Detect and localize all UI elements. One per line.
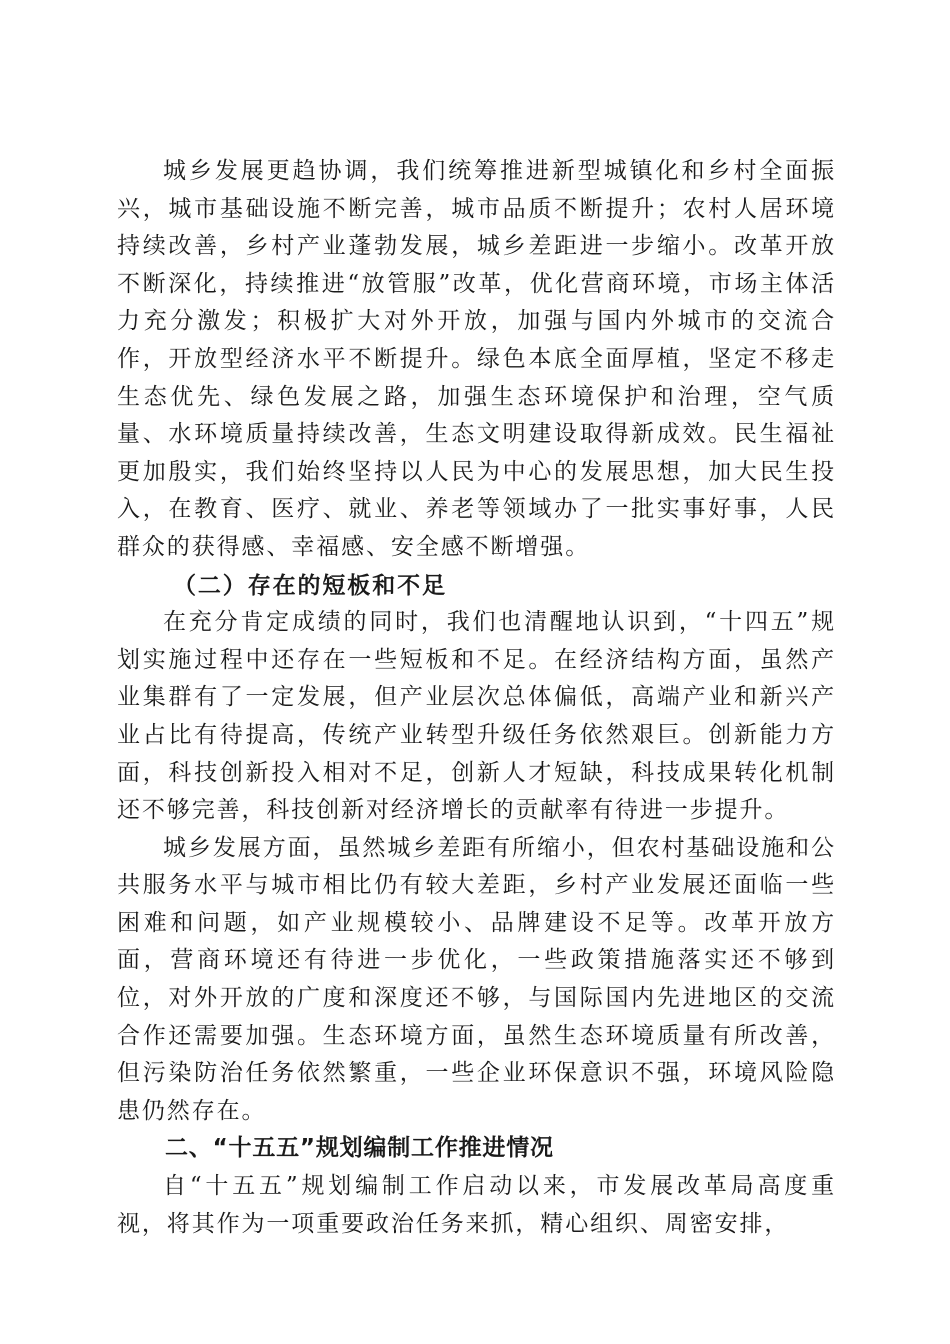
section-heading-plan-compilation: 二、“十五五”规划编制工作推进情况 [165, 1135, 554, 1162]
paragraph-shortcomings-urban-rural: 城乡发展方面，虽然城乡差距有所缩小，但农村基础设施和公共服务水平与城市相比仍有较大差距，乡村产业发展还面临一些困难和问题，如产业规模较小、品牌建设不足等。改革开放方面，营商环境还有待进一步优化，一些政策措施落实还不够到位，对外开放的广度和深度还不够，与国际国内先进地区的交流合作还需要加强。生态环境方面，虽然生态环境质量有所改善，但污染防治任务依然繁重，一些企业环保意识不强，环境风险隐患仍然存在。 [117, 834, 836, 1124]
paragraph-urban-rural-development: 城乡发展更趋协调，我们统筹推进新型城镇化和乡村全面振兴，城市基础设施不断完善，城市品质不断提升；农村人居环境持续改善，乡村产业蓬勃发展，城乡差距进一步缩小。改革开放不断深化，持续推进“放管服”改革，优化营商环境，市场主体活力充分激发；积极扩大对外开放，加强与国内外城市的交流合作，开放型经济水平不断提升。绿色本底全面厚植，坚定不移走生态优先、绿色发展之路，加强生态环境保护和治理，空气质量、水环境质量持续改善，生态文明建设取得新成效。民生福祉更加殷实，我们始终坚持以人民为中心的发展思想，加大民生投入，在教育、医疗、就业、养老等领域办了一批实事好事，人民群众的获得感、幸福感、安全感不断增强。 [117, 158, 836, 560]
document-body [117, 153, 836, 1243]
subheading-shortcomings: （二）存在的短板和不足 [173, 571, 447, 599]
paragraph-shortcomings-economy: 在充分肯定成绩的同时，我们也清醒地认识到，“十四五”规划实施过程中还存在一些短板和不足。在经济结构方面，虽然产业集群有了一定发展，但产业层次总体偏低，高端产业和新兴产业占比有待提高，传统产业转型升级任务依然艰巨。创新能力方面，科技创新投入相对不足，创新人才短缺，科技成果转化机制还不够完善，科技创新对经济增长的贡献率有待进一步提升。 [117, 609, 836, 824]
paragraph-plan-compilation: 自“十五五”规划编制工作启动以来，市发展改革局高度重视，将其作为一项重要政治任务来抓，精心组织、周密安排， [117, 1173, 836, 1237]
